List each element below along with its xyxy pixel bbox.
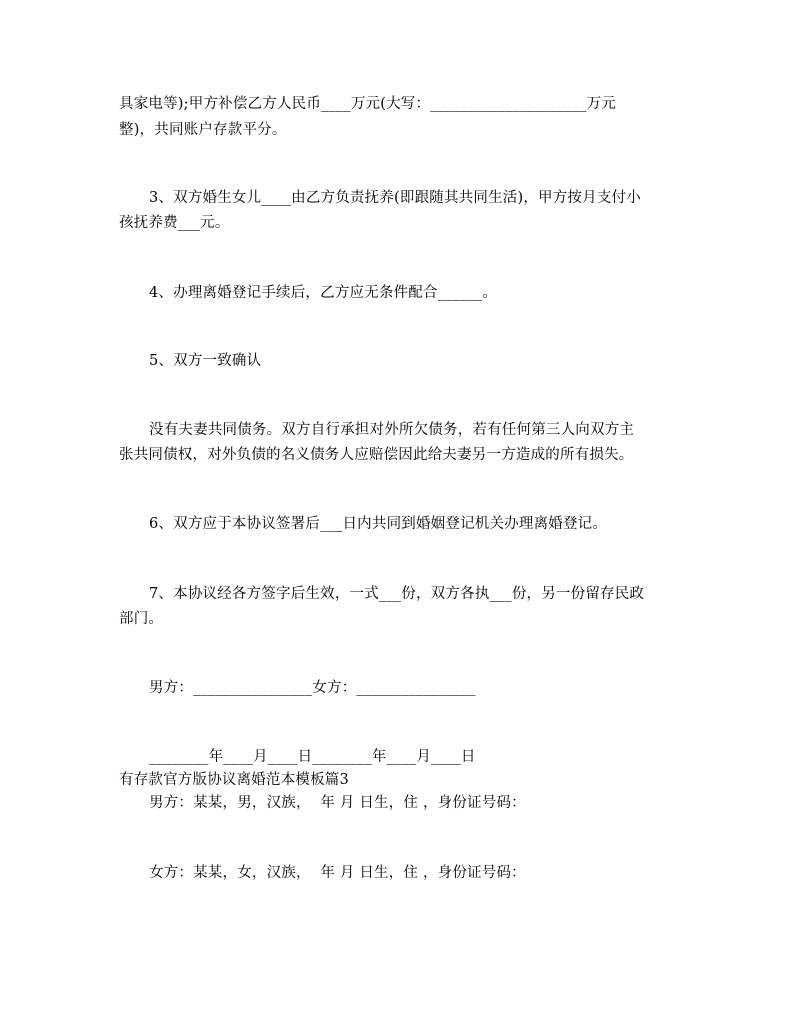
- date-line: ________年____月____日________年____月____日: [149, 749, 476, 765]
- clause-3-line-2: 孩抚养费___元。: [119, 215, 230, 231]
- clause-3-line-1: 3、双方婚生女儿____由乙方负责抚养(即跟随其共同生活)，甲方按月支付小: [149, 190, 641, 206]
- clause-7-line-1: 7、本协议经各方签字后生效，一式___份，双方各执___份，另一份留存民政: [149, 586, 645, 602]
- party-male-info: 男方：某某，男，汉族， 年 月 日生，住 ，身份证号码：: [149, 795, 526, 811]
- clause-5-heading: 5、双方一致确认: [149, 353, 262, 369]
- clause-2-line-2: 整)，共同账户存款平分。: [119, 122, 287, 138]
- party-female-info: 女方：某某，女，汉族， 年 月 日生，住 ，身份证号码：: [149, 865, 526, 881]
- section-heading: 有存款官方版协议离婚范本模板篇3: [119, 772, 349, 788]
- clause-4: 4、办理离婚登记手续后，乙方应无条件配合______。: [149, 285, 498, 301]
- clause-6: 6、双方应于本协议签署后___日内共同到婚姻登记机关办理离婚登记。: [149, 516, 608, 532]
- clause-7-line-2: 部门。: [119, 611, 164, 627]
- signature-line: 男方：________________女方：________________: [149, 680, 476, 696]
- clause-5-text-line-2: 张共同债权，对外负债的名义债务人应赔偿因此给夫妻另一方造成的所有损失。: [119, 447, 634, 463]
- clause-5-text-line-1: 没有夫妻共同债务。双方自行承担对外所欠债务，若有任何第三人向双方主: [149, 422, 635, 438]
- clause-2-line-1: 具家电等);甲方补偿乙方人民币____万元(大写：_____________________万元: [119, 96, 617, 112]
